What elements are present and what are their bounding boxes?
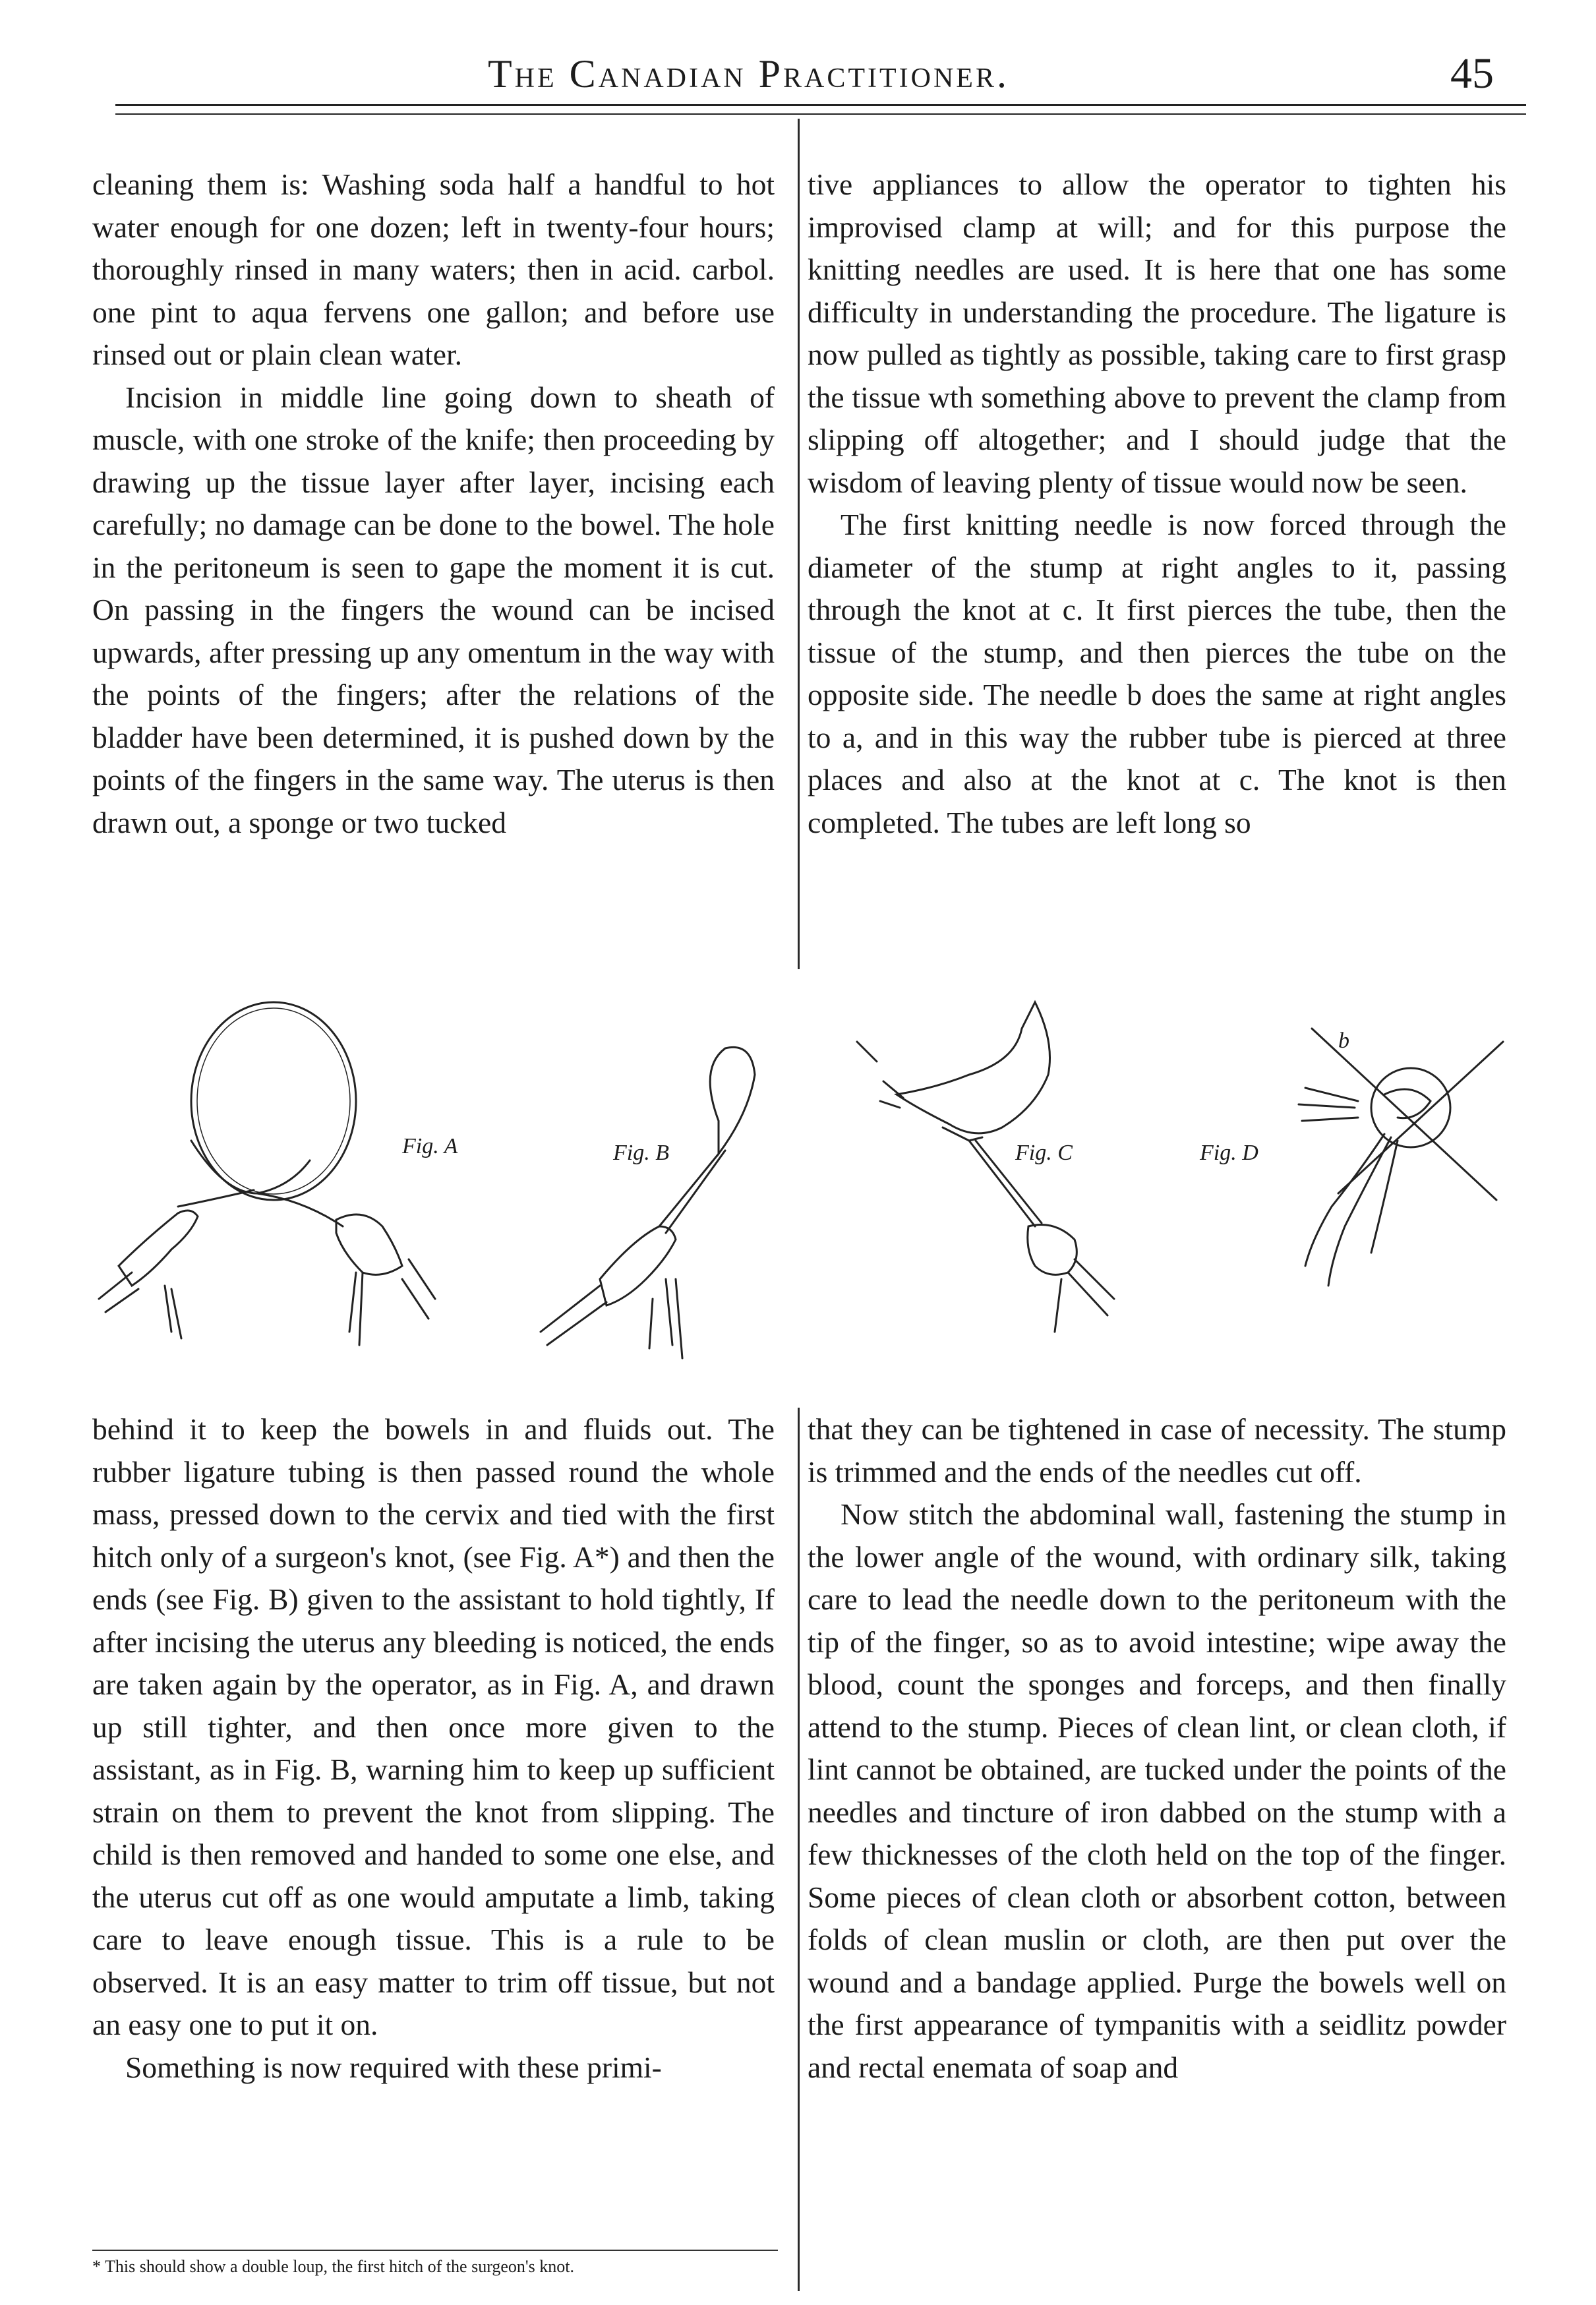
- figure-a-label: Fig. A: [402, 1134, 458, 1158]
- hand: [1028, 1225, 1077, 1275]
- footnote-rule: [92, 2250, 778, 2251]
- paragraph: Something is now required with these primi-: [125, 2050, 662, 2084]
- figure-d-illustration: [1187, 989, 1529, 1385]
- text-column-bottom-left: [92, 1408, 775, 2089]
- journal-title: The Canadian Practitioner.: [488, 52, 1009, 96]
- page-number: 45: [1450, 49, 1494, 98]
- figure-b: [501, 989, 791, 1385]
- footnote: * This should show a double loup, the first hitch of the surgeon's knot.: [92, 2257, 574, 2276]
- header-rule-thick: [115, 104, 1526, 106]
- text-column-top-left: [92, 164, 775, 844]
- rubber-tubes: [1305, 1134, 1398, 1286]
- figure-a-illustration: [92, 989, 461, 1385]
- paragraph: Now stitch the abdominal wall, fastening the stump in the lower angle of the wound, with ordinary silk, taking care to lead the needle down to the peritoneum with the tip of the finger, so as to avoid intestine; wipe away the blood, count the sponges and forceps, and then finally attend to the stump. Pieces of clean lint, or clean cloth, if lint cannot be obtained, are tucked under the points of the needles and tincture of iron dabbed on the stump with a few thicknesses of the cloth held on the top of the finger. Some pieces of clean cloth or absorbent cotton, between folds of clean muslin or cloth, are then put over the wound and a bandage applied. Purge the bowels well on the first appearance of tympanitis with a seidlitz powder and rectal enemata of soap and: [808, 1497, 1506, 2084]
- text-column-top-right: [808, 164, 1506, 844]
- column-divider-top: [798, 119, 800, 969]
- uterus: [897, 1002, 1050, 1133]
- figure-c: [817, 989, 1160, 1385]
- figure-a: [92, 989, 461, 1385]
- running-head: [0, 40, 1596, 112]
- right-hand: [336, 1214, 402, 1274]
- figure-d-letter-b: b: [1338, 1029, 1349, 1053]
- paragraph: that they can be tightened in case of necessity. The stump is trimmed and the ends of the needles cut off.: [808, 1412, 1506, 1489]
- paragraph: behind it to keep the bowels in and fluids out. The rubber ligature tubing is then passed round the whole mass, pressed down to the cervix and tied with the first hitch only of a surgeon's knot, (see Fig. A*) and then the ends (see Fig. B) given to the assistant to hold tightly, If after incising the uterus any bleeding is noticed, the ends are taken again by the operator, as in Fig. A, and drawn up still tighter, and then once more given to the assistant, as in Fig. B, warning him to keep up sufficient strain on them to prevent the knot from slipping. The child is then removed and handed to some one else, and the uterus cut off as one would amputate a limb, taking care to leave enough tissue. This is a rule to be observed. It is an easy matter to trim off tissue, but not an easy one to put it on.: [92, 1412, 775, 2041]
- paragraph: tive appliances to allow the operator to tighten his improvised clamp at will; and for this purpose the knitting needles are used. It is here that one has some difficulty in understanding the procedure. The ligature is now pulled as tightly as possible, taking care to first grasp the tissue wth something above to prevent the clamp from slipping off altogether; and I should judge that the wisdom of leaving plenty of tissue would now be seen.: [808, 167, 1506, 499]
- knitting-needle-b: [1338, 1042, 1503, 1193]
- column-divider-bottom: [798, 1408, 800, 2291]
- ligature-loop: [191, 1002, 356, 1200]
- figure-c-illustration: [817, 989, 1160, 1385]
- figure-b-label: Fig. B: [613, 1141, 669, 1165]
- figure-strip: [92, 989, 1529, 1385]
- paragraph: Incision in middle line going down to sheath of muscle, with one stroke of the knife; then proceeding by drawing up the tissue layer after layer, incising each carefully; no damage can be done to the bowel. The hole in the peritoneum is seen to gape the moment it is cut. On passing in the fingers the wound can be incised upwards, after pressing up any omentum in the way with the points of the fingers; after the relations of the bladder have been determined, it is pushed down by the points of the fingers in the same way. The uterus is then drawn out, a sponge or two tucked: [92, 380, 775, 839]
- text-column-bottom-right: [808, 1408, 1506, 2089]
- figure-b-illustration: [501, 989, 791, 1385]
- header-rule-thin: [115, 113, 1526, 115]
- figure-d: [1187, 989, 1529, 1385]
- ligature-knot: [191, 1141, 310, 1193]
- hand: [600, 1226, 676, 1305]
- figure-d-label: Fig. D: [1200, 1141, 1258, 1165]
- paragraph: cleaning them is: Washing soda half a handful to hot water enough for one dozen; left in twenty-four hours; thoroughly rinsed in many waters; then in acid. carbol. one pint to aqua fervens one gallon; and before use rinsed out or plain clean water.: [92, 167, 775, 371]
- knitting-needle-a: [1312, 1029, 1496, 1200]
- figure-c-label: Fig. C: [1015, 1141, 1073, 1165]
- paragraph: The first knitting needle is now forced through the diameter of the stump at right angles to it, passing through the knot at c. It first pierces the tube, then the tissue of the stump, and then pierces the tube on the opposite side. The needle b does the same at right angles to a, and in this way the rubber tube is pierced at three places and also at the knot at c. The knot is then completed. The tubes are left long so: [808, 508, 1506, 839]
- ligature-loop: [710, 1047, 755, 1154]
